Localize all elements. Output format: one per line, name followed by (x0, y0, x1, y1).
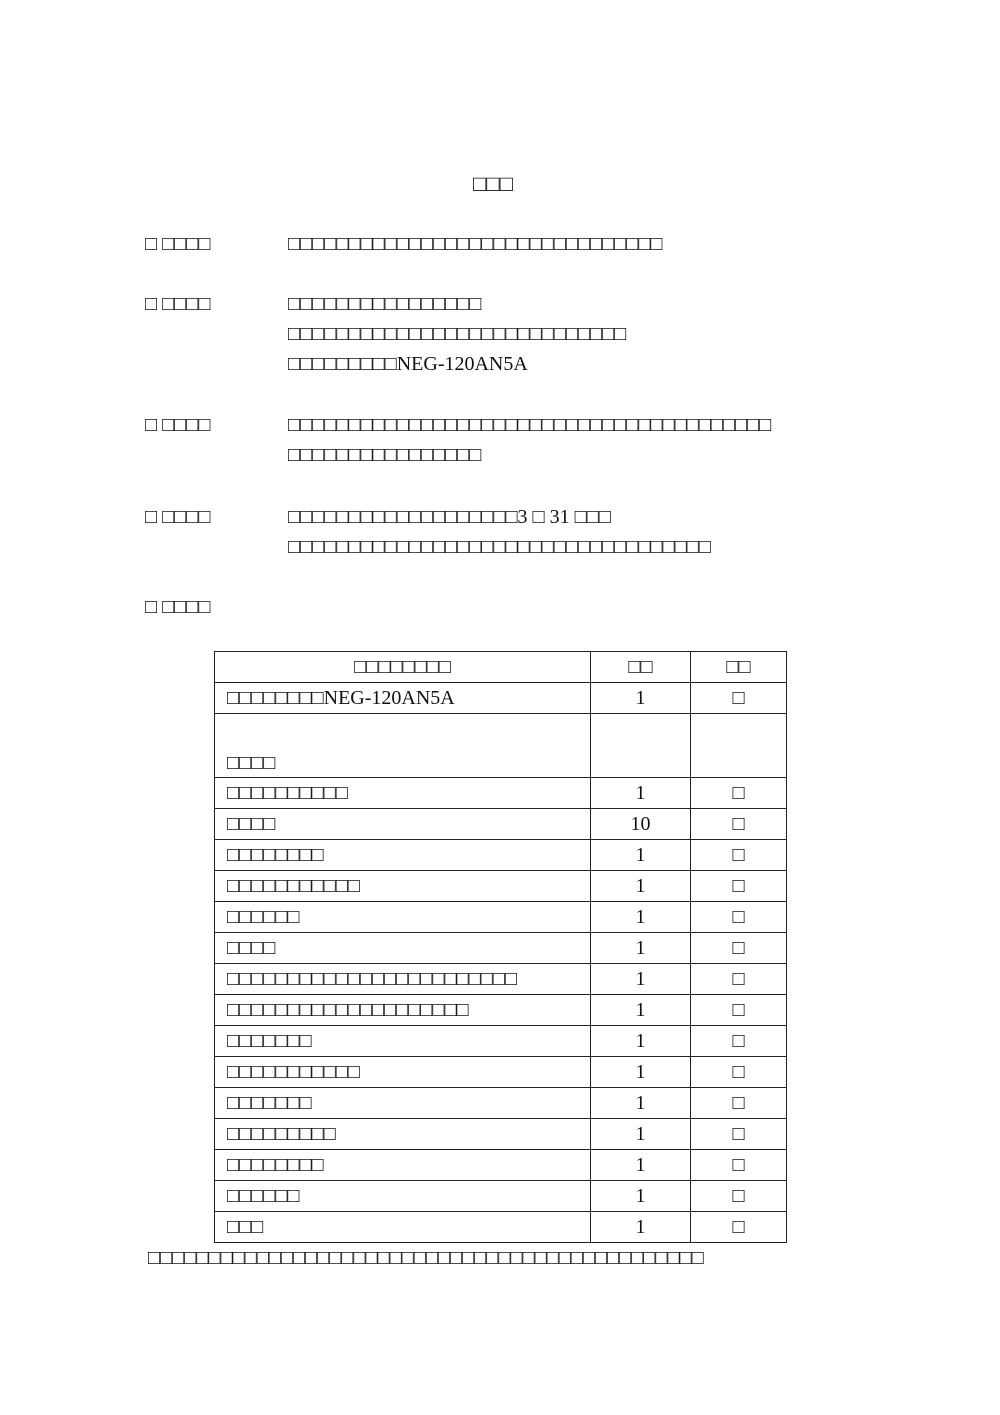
table-row (215, 840, 787, 871)
header-unit: □□ (691, 652, 787, 683)
item-name-cell: □□□□□□□□NEG-120AN5A (215, 683, 591, 714)
table-row (215, 1150, 787, 1181)
field-value-4-line-2: □□□□□□□□□□□□□□□□□□□□□□□□□□□□□□□□□□□ (288, 536, 711, 558)
field-value-3-line-1: □□□□□□□□□□□□□□□□□□□□□□□□□□□□□□□□□□□□□□□□ (288, 414, 772, 436)
table-row (215, 683, 787, 714)
quantity-cell: 1 (591, 840, 691, 871)
item-name-cell: □□□□□□□□ (215, 840, 591, 871)
header-quantity: □□ (591, 652, 691, 683)
quantity-cell: 1 (591, 933, 691, 964)
unit-cell: □ (691, 1212, 787, 1243)
quantity-cell: 1 (591, 964, 691, 995)
quantity-cell: 1 (591, 1212, 691, 1243)
unit-cell: □ (691, 1088, 787, 1119)
item-name-cell: □□□□□□□ (215, 1088, 591, 1119)
table-row (215, 809, 787, 840)
table-row (215, 933, 787, 964)
field-value-2-line-1: □□□□□□□□□□□□□□□□ (288, 293, 482, 315)
unit-cell: □ (691, 840, 787, 871)
unit-cell (691, 714, 787, 778)
items-table-body (215, 683, 787, 1243)
unit-cell: □ (691, 778, 787, 809)
item-name-cell: □□□□□□□□□□□□□□□□□□□□□□□□ (215, 964, 591, 995)
unit-cell: □ (691, 809, 787, 840)
unit-cell: □ (691, 1150, 787, 1181)
item-name-cell: □□□□□□□□□□□ (215, 871, 591, 902)
document-title: □□□ (473, 171, 513, 196)
quantity-cell: 1 (591, 995, 691, 1026)
unit-cell: □ (691, 1119, 787, 1150)
quantity-cell: 1 (591, 1026, 691, 1057)
item-name-cell: □□□□□□□□□ (215, 1119, 591, 1150)
table-header-row (215, 652, 787, 683)
field-value-2-line-2: □□□□□□□□□□□□□□□□□□□□□□□□□□□□ (288, 323, 627, 345)
table-row (215, 1057, 787, 1088)
quantity-cell: 1 (591, 683, 691, 714)
item-name-cell: □□□□□□□□□□ (215, 778, 591, 809)
item-name-cell: □□□□ (215, 933, 591, 964)
table-row (215, 778, 787, 809)
unit-cell: □ (691, 933, 787, 964)
item-name-cell: □□□□□□ (215, 1181, 591, 1212)
quantity-cell: 1 (591, 778, 691, 809)
quantity-cell: 1 (591, 871, 691, 902)
table-row (215, 871, 787, 902)
quantity-cell: 1 (591, 1119, 691, 1150)
field-label-3: □ □□□□ (145, 414, 211, 436)
item-name-cell: □□□□□□□□ (215, 1150, 591, 1181)
item-name-cell: □□□□□□□□□□□□□□□□□□□□ (215, 995, 591, 1026)
table-row (215, 1181, 787, 1212)
table-row (215, 964, 787, 995)
table-row (215, 1119, 787, 1150)
quantity-cell: 1 (591, 1057, 691, 1088)
field-label-1: □ □□□□ (145, 233, 211, 255)
item-name-cell: □□□□□□ (215, 902, 591, 933)
item-name-cell: □□□ (215, 1212, 591, 1243)
field-value-1-line-1: □□□□□□□□□□□□□□□□□□□□□□□□□□□□□□□ (288, 233, 663, 255)
unit-cell: □ (691, 1026, 787, 1057)
field-value-4-line-1: □□□□□□□□□□□□□□□□□□□3 □ 31 □□□ (288, 506, 611, 528)
field-label-4: □ □□□□ (145, 506, 211, 528)
item-name-cell: □□□□□□□□□□□ (215, 1057, 591, 1088)
unit-cell: □ (691, 964, 787, 995)
unit-cell: □ (691, 1057, 787, 1088)
field-label-5: □ □□□□ (145, 596, 211, 618)
quantity-cell: 1 (591, 1181, 691, 1212)
unit-cell: □ (691, 1181, 787, 1212)
unit-cell: □ (691, 683, 787, 714)
field-value-3-line-2: □□□□□□□□□□□□□□□□ (288, 444, 482, 466)
table-row (215, 1026, 787, 1057)
table-row (215, 995, 787, 1026)
item-name-cell: □□□□ (215, 714, 591, 778)
table-row (215, 1088, 787, 1119)
table-row (215, 902, 787, 933)
unit-cell: □ (691, 902, 787, 933)
quantity-cell: 10 (591, 809, 691, 840)
item-name-cell: □□□□ (215, 809, 591, 840)
quantity-cell: 1 (591, 1150, 691, 1181)
table-row (215, 714, 787, 778)
item-name-cell: □□□□□□□ (215, 1026, 591, 1057)
quantity-cell: 1 (591, 902, 691, 933)
header-item-name: □□□□□□□□ (215, 652, 591, 683)
quantity-cell (591, 714, 691, 778)
field-value-2-line-3: □□□□□□□□□NEG-120AN5A (288, 353, 528, 375)
field-label-2: □ □□□□ (145, 293, 211, 315)
items-table (214, 651, 787, 1243)
footnote: □□□□□□□□□□□□□□□□□□□□□□□□□□□□□□□□□□□□□□□□□□□□□□ (148, 1247, 704, 1269)
quantity-cell: 1 (591, 1088, 691, 1119)
table-row (215, 1212, 787, 1243)
unit-cell: □ (691, 871, 787, 902)
unit-cell: □ (691, 995, 787, 1026)
